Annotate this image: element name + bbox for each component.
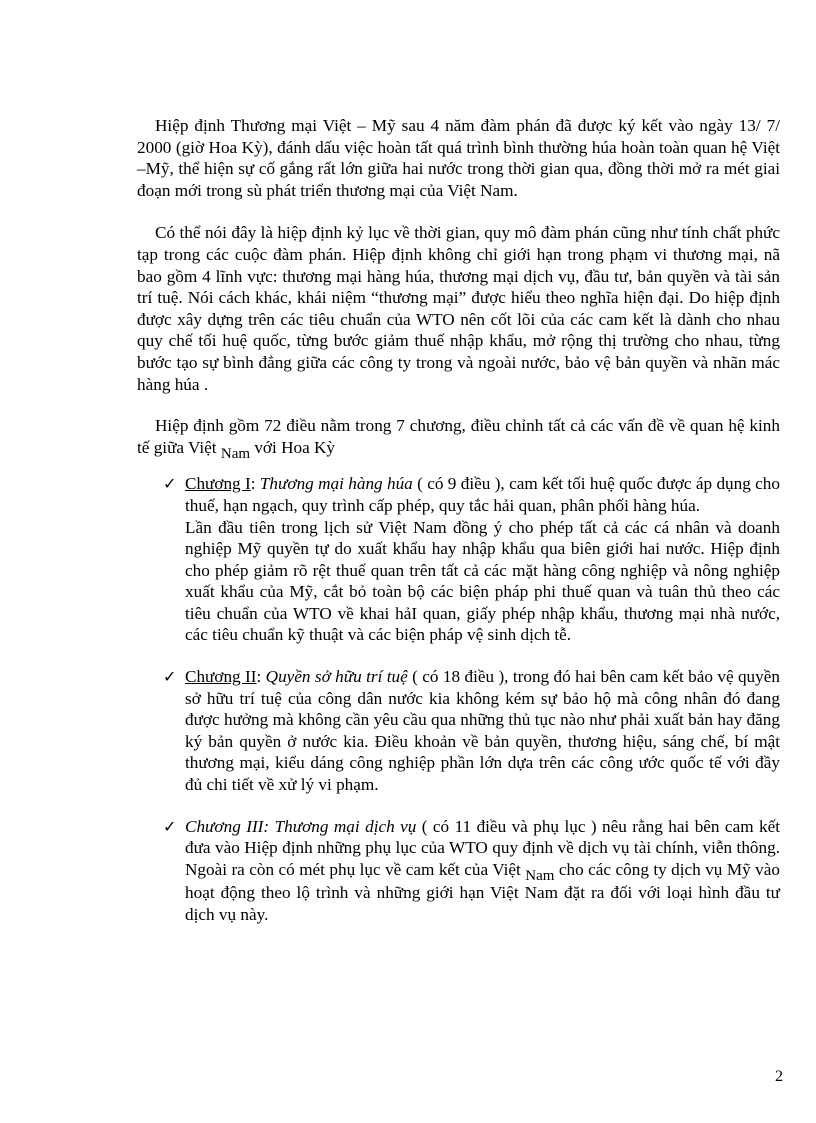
list-item-chapter-2 [137, 666, 780, 796]
chapter-2-text [185, 666, 780, 796]
chapter-1-label: Chương I [185, 474, 251, 494]
checkmark-icon: ✓ [163, 816, 177, 836]
chapter-3-sep: : [263, 816, 275, 836]
document-body [137, 115, 780, 946]
chapters-text-end: với Hoa Kỳ [250, 437, 336, 457]
chapter-2-label: Chương II [185, 667, 257, 687]
chapter-2-title: Quyền sở hữu trí tuệ [265, 667, 408, 687]
chapter-1-sep: : [250, 474, 260, 494]
chapter-2-sep: : [256, 667, 266, 687]
chapter-1-title: Thương mại hàng húa [259, 474, 413, 494]
list-item-chapter-1 [137, 473, 780, 646]
chapter-1-text [185, 473, 780, 516]
chapter-3-label: Chương III [185, 816, 264, 836]
chapter-1-extra: Lần đầu tiên trong lịch sử Việt Nam đồng ý cho phép tất cả các cá nhân và doanh nghiệp Mỹ quyền tự do xuất khẩu hay nhập khẩu qua biên giới hai nước. Hiệp định cho phép giảm rõ rệt thuế quan trên tất cả các mặt hàng công nghiệp và nông nghiệp xuất khẩu của Mỹ, cắt bỏ toàn bộ các biện pháp phi thuế quan và tuân thủ theo các tiêu chuẩn của WTO về khai hảI quan, giấy phép nhập khẩu, thương mại nhà nước, các tiêu chuẩn kỹ thuật và các biện pháp vệ sinh dịch tễ. [185, 517, 780, 645]
chapters-text: Hiệp định gồm 72 điều nằm trong 7 chương, điều chỉnh tất cả các vấn đề về quan hệ kinh tế giữa Việt [137, 416, 780, 457]
chapters-sub-text: Nam [220, 445, 251, 462]
checkmark-icon: ✓ [163, 667, 177, 687]
chapters-paragraph [137, 415, 780, 460]
chapter-3-text [185, 816, 780, 926]
chapter-3-sub-text: Nam [525, 867, 555, 884]
intro-paragraph: Hiệp định Thương mại Việt – Mỹ sau 4 năm đàm phán đã được ký kết vào ngày 13/ 7/ 2000 (giờ Hoa Kỳ), đánh dấu việc hoàn tất quá trình bình thường húa hoàn toàn quan hệ Việt –Mỹ, thể hiện sự cố gắng rất lớn giữa hai nước trong thời gian qua, đồng thời mở ra mét giai đoạn mới trong sù phát triển thương mại của Việt Nam. [137, 116, 780, 200]
chapter-3-body-end: cho các công ty dịch vụ Mỹ vào hoạt động theo lộ trình và những giới hạn Việt Nam đặt ra đối với loại hình đầu tư dịch vụ này. [185, 859, 780, 924]
chapter-1-body: ( có 9 điều ), cam kết tối huệ quốc được áp dụng cho thuế, hạn ngạch, quy trình cấp phép, quy tắc hải quan, phân phối hàng húa. [185, 474, 780, 515]
record-paragraph: Có thể nói đây là hiệp định kỷ lục về thời gian, quy mô đàm phán cũng như tính chất phức tạp trong các cuộc đàm phán. Hiệp định không chỉ giới hạn trong phạm vi thương mại, nã bao gồm 4 lĩnh vực: thương mại hàng húa, thương mại dịch vụ, đầu tư, bản quyền và tài sản trí tuệ. Nói cách khác, khái niệm “thương mại” được hiểu theo nghĩa hiện đại. Do hiệp định được xây dựng trên các tiêu chuẩn của WTO nên cốt lõi của các cam kết là dành cho nhau quy chế tối huệ quốc, từng bước giảm thuế nhập khẩu, mở rộng thị trường cho nhau, từng bước tạo sự bình đẳng giữa các công ty trong và ngoài nước, bảo vệ bản quyền và nhãn mác hàng húa . [137, 223, 780, 394]
page-number: 2 [775, 1068, 783, 1085]
checkmark-icon: ✓ [163, 474, 177, 494]
chapter-3-body: ( có 11 điều và phụ lục ) nêu rằng hai bên cam kết đưa vào Hiệp định những phụ lục của WTO quy định về dịch vụ tài chính, viễn thông. Ngoài ra còn có mét phụ lục về cam kết của Việt [185, 816, 780, 879]
chapter-2-body: ( có 18 điều ), trong đó hai bên cam kết bảo vệ quyền sở hữu trí tuệ của công dân nước kia không kém sự bảo hộ mà công nhân đó đang được hưởng mà không cần yêu cầu qua những thủ tục nào như phải xuất bản hay đăng ký bản quyền ở nước kia. Điều khoản về bản quyền, thương hiệu, sáng chế, bí mật thương mại, kiểu dáng công nghiệp phần lớn dựa trên các công ước quốc tế với đầy đủ chi tiết về xử lý vi phạm. [185, 667, 780, 795]
chapter-3-title: Thương mại dịch vụ [274, 816, 417, 836]
list-item-chapter-3 [137, 816, 780, 926]
